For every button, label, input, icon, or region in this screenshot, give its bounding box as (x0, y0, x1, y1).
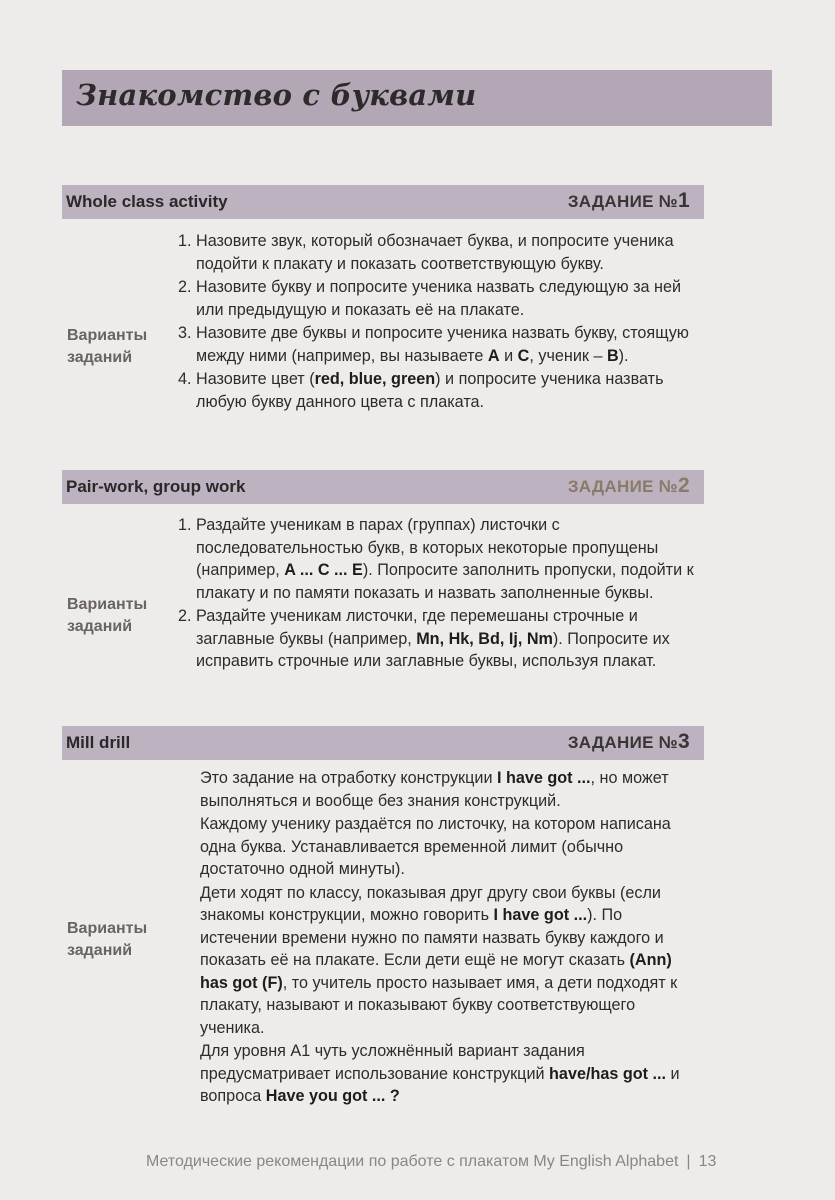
task-list (178, 230, 703, 413)
task-list (178, 514, 703, 673)
section-side-label: Варианты заданий (67, 327, 148, 366)
section-name: Mill drill (66, 733, 131, 752)
paragraph: Это задание на отработку конструкции I have got ..., но может выполняться и вообще без знания конструкций. (200, 769, 669, 810)
task-label: ЗАДАНИЕ №1 (567, 189, 690, 212)
paragraph: Дети ходят по классу, показывая друг другу свои буквы (если знакомы конструкции, можно говорить I have got ...). По истечении времени нужно по памяти назвать букву каждого и показать её на плакате. Если дети ещё не могут сказать (Ann) has got (F), то учитель просто называет имя, а дети подходят к плакату, называют и показывают букву соответствующего ученика. (200, 883, 678, 1037)
section-name: Pair-work, group work (66, 477, 246, 496)
task-label: ЗАДАНИЕ №3 (567, 730, 690, 753)
page-title-bar (62, 70, 772, 126)
paragraph: Для уровня A1 чуть усложнённый вариант задания предусматривает использование конструкций have/has got ... и вопроса Have you got ... ? (200, 1042, 680, 1105)
list-item: 2. Раздайте ученикам листочки, где перемешаны строчные и заглавные буквы (например, Mn, Hk, Bd, Ij, Nm). Попросите их исправить строчные или заглавные буквы, используя плакат. (178, 607, 670, 670)
footer-separator: | (686, 1153, 691, 1170)
section-header-3 (62, 726, 704, 760)
task-label: ЗАДАНИЕ №2 (567, 474, 690, 497)
page-title: Знакомство с буквами (76, 78, 477, 112)
list-item: 1. Раздайте ученикам в парах (группах) листочки с последовательностью букв, в которых некоторые пропущены (например, A ... C ... E). Попросите заполнить пропуски, подойти к плакату и по памяти показать и назвать заполненные буквы. (178, 516, 694, 602)
section-header-1 (62, 185, 704, 219)
page-number: 13 (698, 1153, 717, 1170)
section-side-label: Варианты заданий (67, 596, 148, 635)
section-content-2 (178, 514, 703, 674)
list-item: 2. Назовите букву и попросите ученика назвать следующую за ней или предыдущую и показать её на плакате. (178, 278, 682, 319)
section-side-label: Варианты заданий (67, 920, 148, 959)
footer-text: Методические рекомендации по работе с плакатом My English Alphabet (146, 1153, 679, 1170)
section-name: Whole class activity (66, 192, 228, 211)
section-content-3 (178, 767, 703, 1109)
paragraph: Каждому ученику раздаётся по листочку, на котором написана одна буква. Устанавливается временной лимит (обычно достаточно одной минуты). (200, 815, 671, 878)
list-item: 3. Назовите две буквы и попросите ученика назвать букву, стоящую между ними (например, вы называете A и C, ученик – B). (178, 324, 689, 365)
section-content-1 (178, 230, 703, 414)
list-item: 1. Назовите звук, который обозначает буква, и попросите ученика подойти к плакату и показать соответствующую букву. (178, 232, 674, 273)
list-item: 4. Назовите цвет (red, blue, green) и попросите ученика назвать любую букву данного цвета с плаката. (178, 370, 664, 411)
page-footer (146, 1153, 716, 1171)
section-header-2 (62, 470, 704, 504)
